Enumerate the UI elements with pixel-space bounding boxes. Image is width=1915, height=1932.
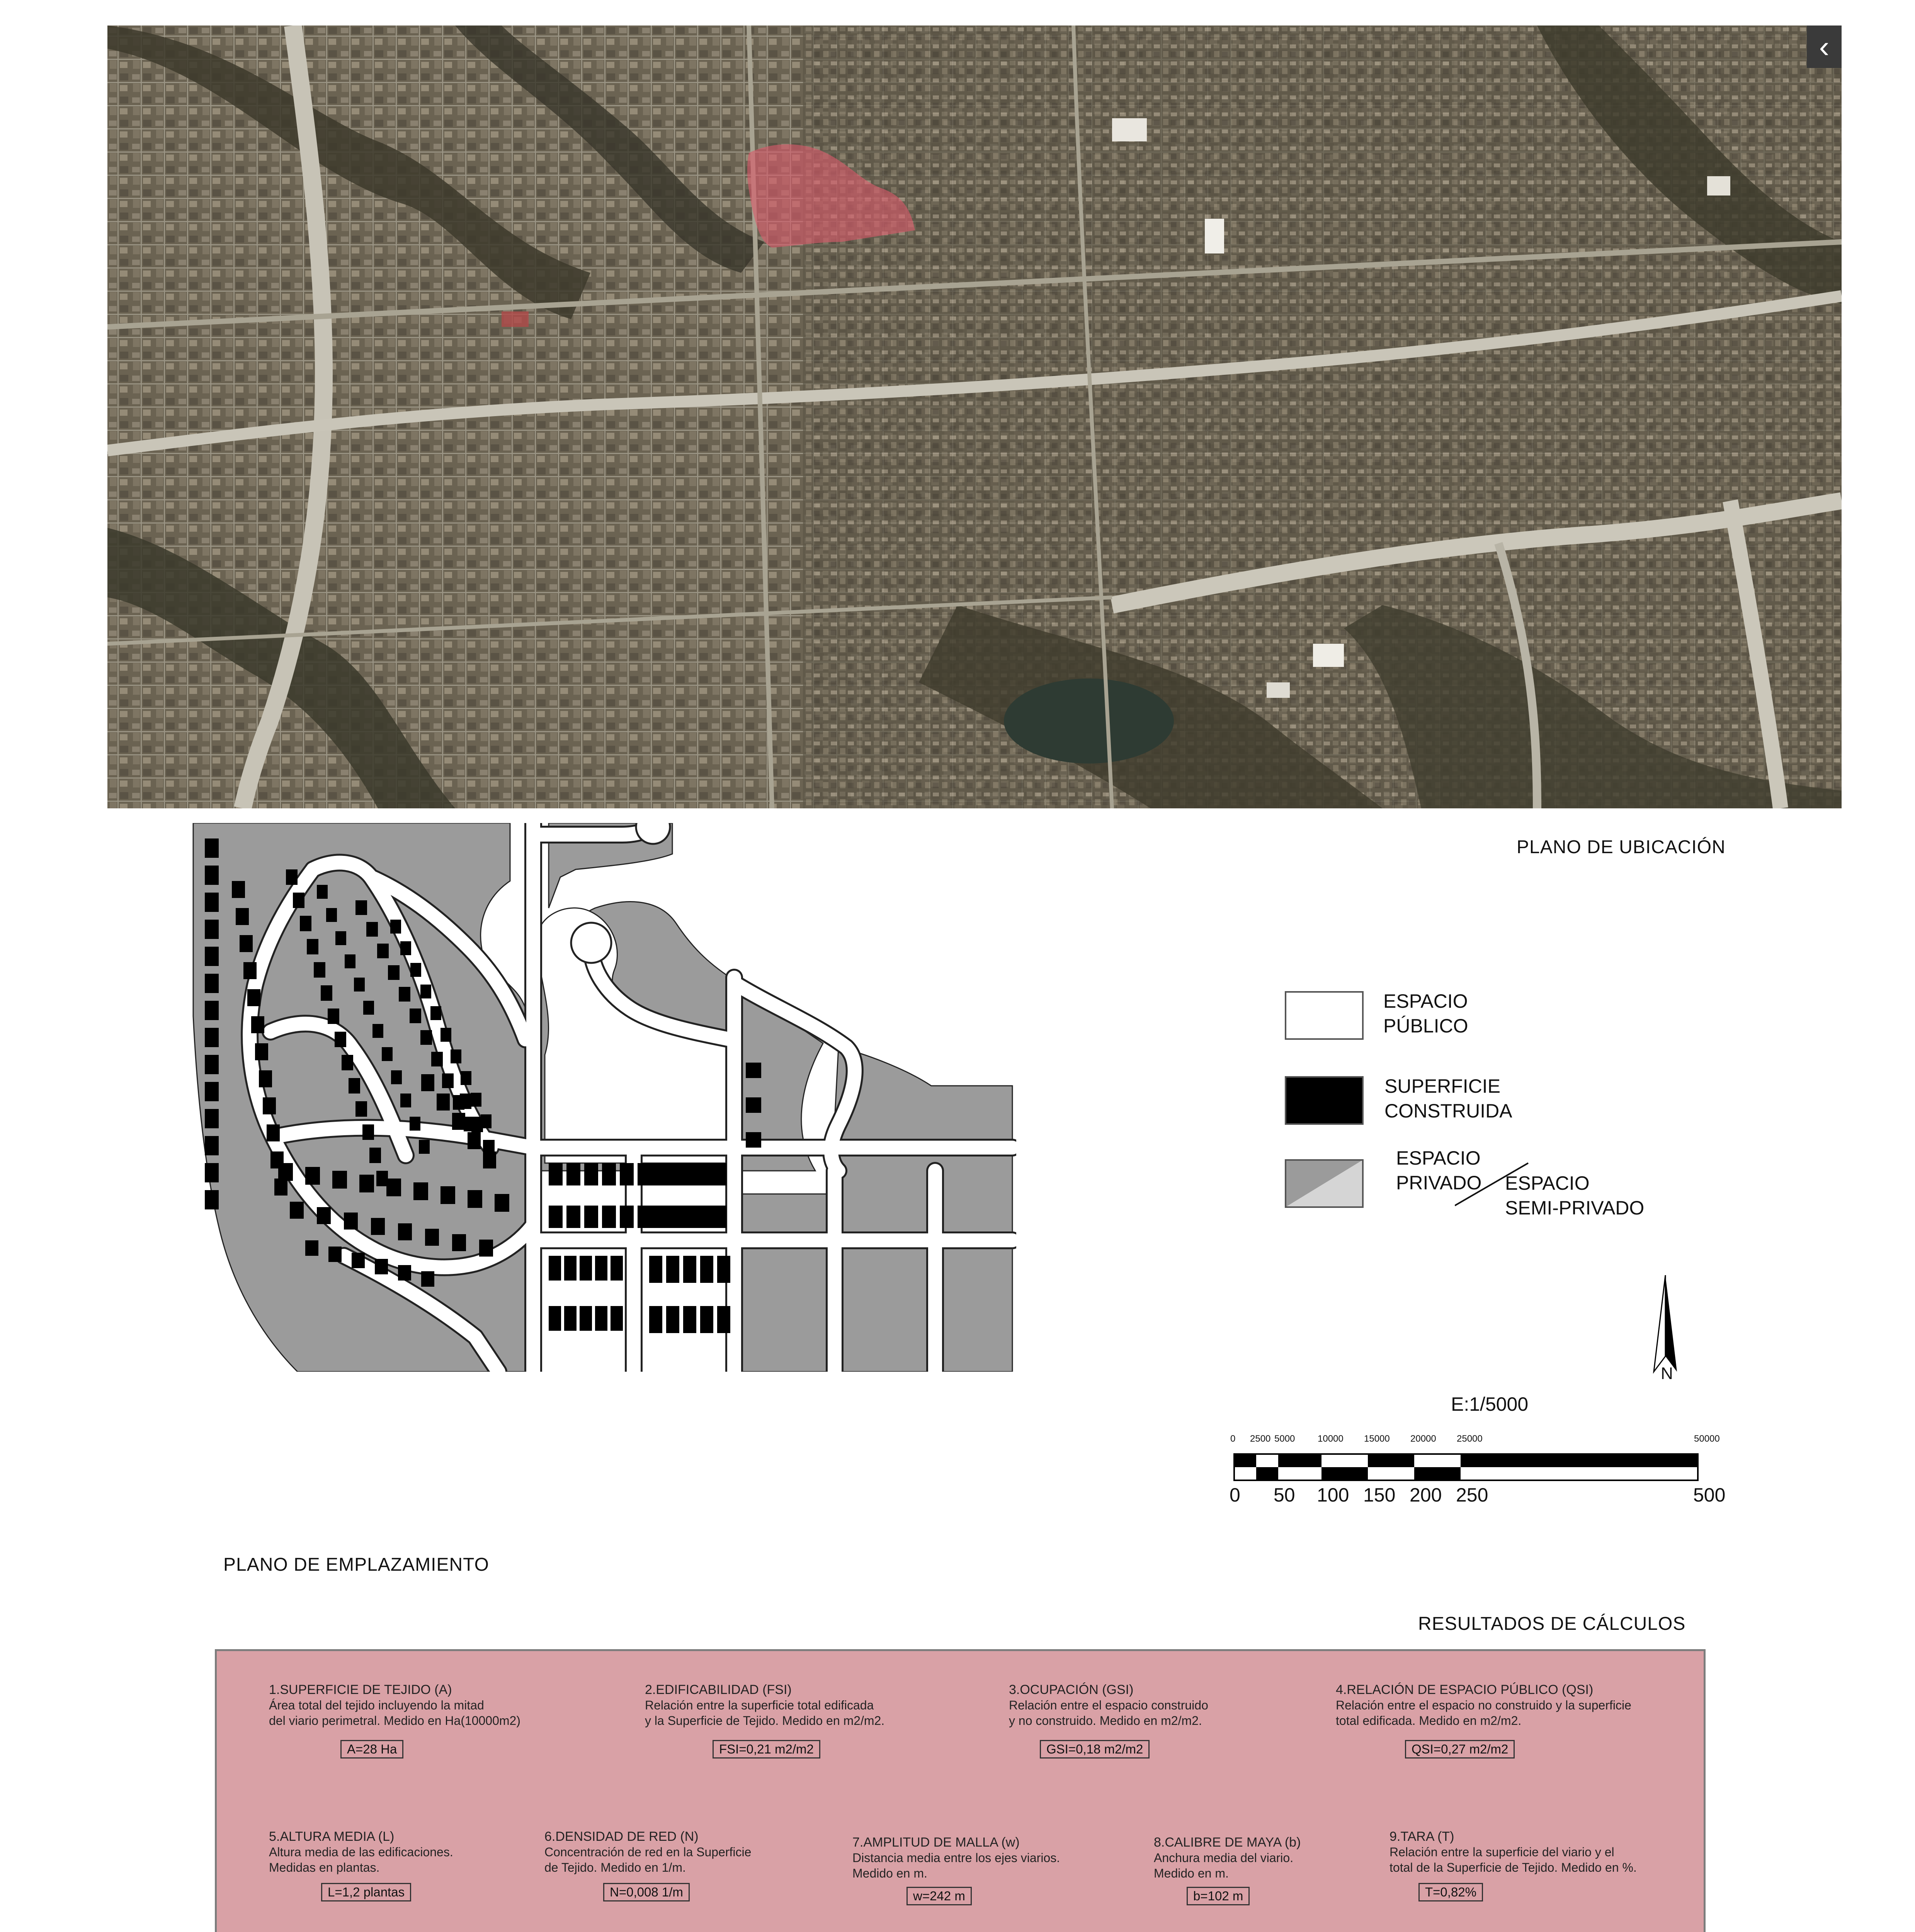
result-value: N=0,008 1/m — [603, 1883, 690, 1901]
legend-label-public-2: PÚBLICO — [1383, 1015, 1468, 1037]
result-description: y no construido. Medido en m2/m2. — [1009, 1714, 1202, 1728]
result-heading: 4.RELACIÓN DE ESPACIO PÚBLICO (QSI) — [1336, 1682, 1594, 1697]
site-plan-graphic — [189, 823, 1016, 1372]
result-value: A=28 Ha — [340, 1740, 403, 1759]
scale-top-tick: 10000 — [1318, 1434, 1344, 1444]
scale-bottom-tick: 150 — [1363, 1484, 1396, 1506]
legend-swatch-public — [1285, 991, 1364, 1040]
scale-bar — [1229, 1430, 1726, 1507]
result-description: Altura media de las edificaciones. — [269, 1845, 453, 1859]
scale-top-tick: 15000 — [1364, 1434, 1390, 1444]
scale-top-tick: 50000 — [1694, 1434, 1720, 1444]
result-value: b=102 m — [1187, 1887, 1250, 1905]
north-arrow — [1650, 1275, 1681, 1381]
legend-label-built-2: CONSTRUIDA — [1384, 1100, 1512, 1122]
legend-swatch-built — [1285, 1076, 1364, 1125]
legend-label-semi-private-1: ESPACIO — [1505, 1172, 1590, 1194]
legend-label-private-1: ESPACIO — [1396, 1147, 1481, 1169]
result-description: Distancia media entre los ejes viarios. — [852, 1851, 1060, 1865]
legend-label-public-1: ESPACIO — [1383, 990, 1468, 1012]
result-heading: 2.EDIFICABILIDAD (FSI) — [645, 1682, 792, 1697]
result-item — [645, 1682, 884, 1728]
legend-label-private-2: PRIVADO — [1396, 1172, 1482, 1194]
legend-swatch-private — [1285, 1159, 1364, 1208]
result-description: total de la Superficie de Tejido. Medido en %. — [1389, 1861, 1637, 1874]
scale-bottom-tick: 250 — [1456, 1484, 1488, 1506]
location-plan-title: PLANO DE UBICACIÓN — [1517, 837, 1726, 857]
result-item — [544, 1829, 751, 1875]
scale-top-tick: 2500 — [1250, 1434, 1271, 1444]
result-description: Anchura media del viario. — [1154, 1851, 1294, 1865]
scale-top-tick: 5000 — [1274, 1434, 1295, 1444]
result-description: Relación entre la superficie del viario y el — [1389, 1845, 1614, 1859]
aerial-photo — [107, 26, 1842, 808]
legend-label-semi-private-2: SEMI-PRIVADO — [1505, 1197, 1645, 1219]
result-item — [1389, 1829, 1637, 1875]
results-panel — [215, 1649, 1706, 1932]
result-heading: 8.CALIBRE DE MAYA (b) — [1154, 1835, 1301, 1850]
legend-label-built-1: SUPERFICIE — [1384, 1075, 1501, 1097]
result-heading: 7.AMPLITUD DE MALLA (w) — [852, 1835, 1020, 1850]
result-heading: 1.SUPERFICIE DE TEJIDO (A) — [269, 1682, 452, 1697]
result-description: Relación entre el espacio no construido y la superficie — [1336, 1698, 1631, 1712]
site-plan-title: PLANO DE EMPLAZAMIENTO — [223, 1554, 489, 1575]
result-description: del viario perimetral. Medido en Ha(10000m2) — [269, 1714, 520, 1728]
result-description: Relación entre el espacio construido — [1009, 1698, 1208, 1712]
result-description: Área total del tejido incluyendo la mitad — [269, 1698, 484, 1712]
result-description: y la Superficie de Tejido. Medido en m2/m2. — [645, 1714, 885, 1728]
result-description: de Tejido. Medido en 1/m. — [544, 1861, 686, 1874]
result-item — [852, 1835, 1060, 1881]
north-label: N — [1661, 1364, 1673, 1383]
result-description: Medido en m. — [852, 1866, 927, 1880]
result-heading: 5.ALTURA MEDIA (L) — [269, 1829, 395, 1844]
result-item — [1009, 1682, 1208, 1728]
scale-label: E:1/5000 — [1451, 1393, 1529, 1415]
legend-private — [1285, 1147, 1645, 1219]
result-heading: 6.DENSIDAD DE RED (N) — [544, 1829, 699, 1844]
result-item — [269, 1682, 520, 1728]
result-value: w=242 m — [906, 1887, 972, 1905]
result-item — [269, 1829, 453, 1875]
scale-top-tick: 20000 — [1410, 1434, 1436, 1444]
scale-bar-graphic — [1229, 1451, 1716, 1486]
result-heading: 3.OCUPACIÓN (GSI) — [1009, 1682, 1134, 1697]
aerial-photo-graphic — [107, 26, 1842, 808]
results-title: RESULTADOS DE CÁLCULOS — [1418, 1614, 1686, 1634]
result-description: Relación entre la superficie total edificada — [645, 1698, 874, 1712]
scale-bottom-tick: 100 — [1317, 1484, 1349, 1506]
scale-top-tick: 0 — [1230, 1434, 1236, 1444]
scale-bottom-tick: 200 — [1410, 1484, 1442, 1506]
scale-top-tick: 25000 — [1457, 1434, 1483, 1444]
result-value: QSI=0,27 m2/m2 — [1405, 1740, 1515, 1759]
result-value: L=1,2 plantas — [321, 1883, 411, 1901]
result-description: total edificada. Medido en m2/m2. — [1336, 1714, 1522, 1728]
result-item — [1154, 1835, 1301, 1881]
result-heading: 9.TARA (T) — [1389, 1829, 1454, 1844]
result-value: T=0,82% — [1418, 1883, 1483, 1901]
legend-built — [1285, 1075, 1512, 1125]
result-value: GSI=0,18 m2/m2 — [1040, 1740, 1150, 1759]
result-value: FSI=0,21 m2/m2 — [713, 1740, 820, 1759]
result-description: Medido en m. — [1154, 1866, 1229, 1880]
site-plan-map — [189, 823, 1016, 1372]
result-description: Concentración de red en la Superficie — [544, 1845, 752, 1859]
scale-bottom-tick: 50 — [1274, 1484, 1295, 1506]
chevron-left-icon: ‹ — [1819, 29, 1830, 64]
result-description: Medidas en plantas. — [269, 1861, 380, 1874]
collapse-button[interactable] — [1807, 26, 1842, 68]
result-item — [1336, 1682, 1631, 1728]
scale-bottom-tick: 500 — [1693, 1484, 1726, 1506]
legend-public — [1285, 990, 1468, 1040]
scale-bottom-tick: 0 — [1230, 1484, 1240, 1506]
